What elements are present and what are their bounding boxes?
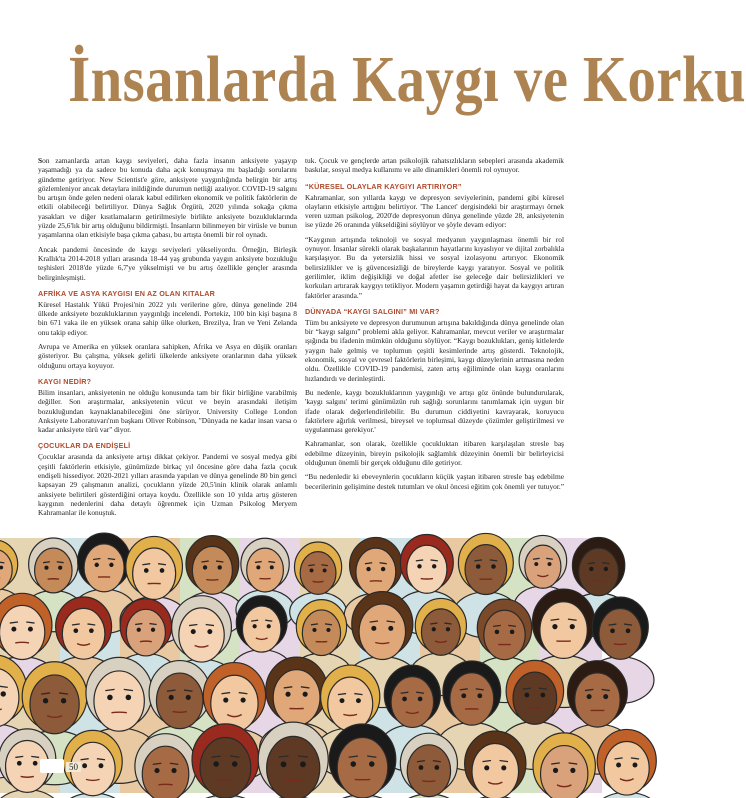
- eye-icon: [270, 565, 274, 569]
- face: [484, 610, 525, 659]
- face: [337, 738, 388, 798]
- eye-icon: [461, 693, 466, 698]
- face: [84, 544, 124, 592]
- eye-icon: [144, 568, 149, 573]
- eye-icon: [126, 695, 132, 701]
- face: [242, 606, 281, 652]
- eye-icon: [477, 693, 482, 698]
- eye-icon: [312, 628, 316, 632]
- eye-icon: [300, 761, 306, 767]
- eye-icon: [310, 568, 314, 572]
- eye-icon: [44, 566, 48, 570]
- eye-icon: [95, 563, 99, 567]
- mouth: [15, 642, 29, 643]
- paragraph: Kahramanlar, son yıllarda kaygı ve depresyon seviyelerinin, pandemi gibi küresel olayların etkisiyle arttığını belirtiyor. 'The Lancet' dergisindeki bir araştırmayı örnek veren uzman psikolog, 2020'de depresyonun dünya genelinde yüzde 28, anksiyetenin ise yüzde 26 oranında yükseldiğini söylüyor ve şöyle devam ediyor:: [305, 193, 564, 230]
- eye-icon: [484, 765, 489, 770]
- face: [273, 670, 320, 726]
- eye-icon: [285, 692, 290, 697]
- face: [421, 609, 460, 655]
- eye-icon: [186, 695, 191, 700]
- section-heading: AFRİKA VE ASYA KAYGISI EN AZ OLAN KITALAR: [38, 289, 297, 298]
- mouth: [140, 641, 152, 642]
- eye-icon: [82, 763, 87, 768]
- eye-icon: [160, 568, 165, 573]
- brow: [57, 562, 64, 563]
- face: [579, 548, 619, 596]
- face: [407, 545, 447, 593]
- eye-icon: [89, 628, 94, 633]
- eye-icon: [603, 694, 608, 699]
- paragraph: Avrupa ve Amerika en yüksek oranlara sahipken, Afrika ve Asya en düşük oranları gösteriyor. Bu çalışma, yüksek gelirli ülkelerde anksiyete oranlarının daha yüksek olduğunu ortaya koyuyor.: [38, 342, 297, 370]
- eye-icon: [303, 692, 308, 697]
- eye-icon: [73, 628, 78, 633]
- eye-icon: [61, 698, 66, 703]
- face: [0, 605, 45, 659]
- face: [211, 675, 258, 732]
- face: [247, 548, 284, 592]
- eye-icon: [281, 761, 287, 767]
- eye-icon: [495, 630, 500, 635]
- paragraph: Son zamanlarda artan kaygı seviyeleri, daha fazla insanın anksiyete yaşayıp yaşamadığı ya da sadece bu konuda daha açık konuşmaya mı başladığı sorularını gündeme getiriyor. New Scientist'e göre, anksiyete yaygınlığında belirgin bir artış gözlemleniyor ancak detaylara inildiğinde durumun netliği azalıyor. COVID-19 salgını bu artışın önde gelen nedeni olarak kabul edilirken ekonomik ve politik faktörlerin de etkili olabileceği belirtiliyor. Dünya Sağlık Örgütü, 2020 yılında sokağa çıkma yasakları ve diğer kısıtlamaların getirilmesiyle birlikte anksiyete bozukluklarında yüzde 25,6'lık bir artış olduğunu bildirmişti. İnsanların bilinmeyen bir virüsle ve bunun yaşamlarına olan etkisiyle başa çıkma çabası, bu artışta önemli bir rol oynadı.: [38, 156, 297, 240]
- eye-icon: [604, 567, 608, 571]
- mouth: [173, 712, 187, 713]
- face: [359, 604, 405, 659]
- face: [356, 548, 396, 596]
- mouth: [111, 712, 126, 713]
- brow: [321, 565, 328, 566]
- eye-icon: [58, 566, 62, 570]
- eye-icon: [446, 627, 450, 631]
- mouth: [528, 708, 541, 709]
- face: [30, 675, 79, 734]
- face: [525, 545, 561, 588]
- eye-icon: [253, 624, 257, 628]
- eye-icon: [540, 693, 545, 698]
- paragraph: Küresel Hastalık Yükü Projesi'nin 2022 yılı verilerine göre, dünya genelinde 204 ülkede anksiyete bozukluklarının yaygınlığı incelendi. Portekiz, 100 bin kişi başına 8 bin 671 vaka ile en yüksek orana sahip ülke olurken, Brezilya, İran ve Yeni Zelanda onu takip ediyor.: [38, 300, 297, 337]
- face: [604, 741, 649, 795]
- paragraph: “Kaygının artışında teknoloji ve sosyal medyanın yaygınlaşması önemli bir rol oynuyor. İnsanlar sürekli olarak başkalarının hayatlarını kıyaslıyor ve dijital zorbalıkla karşılaşıyor. Bu da yetersizlik hissi ve sosyal izolasyonu artırıyor. Ekonomik belirsizlikler ve iş güvencesizliği de bireylerde kaygı yaratıyor. Sosyal ve politik gerilimler, iklim değişikliği ve doğal afetler ise geleceğe dair belirsizlikleri ve korkuları artırarak kaygıyı tetikliyor. Modern yaşamın getirdiği hayat da kaygıyı artıran faktörler arasında.”: [305, 235, 564, 300]
- eye-icon: [402, 697, 407, 702]
- eye-icon: [323, 568, 327, 572]
- eye-icon: [351, 761, 357, 767]
- eye-icon: [388, 626, 393, 631]
- eye-icon: [491, 564, 496, 569]
- brow: [308, 565, 315, 566]
- eye-icon: [169, 695, 174, 700]
- brow: [533, 558, 540, 559]
- face: [328, 677, 373, 731]
- eye-icon: [218, 565, 222, 569]
- face: [391, 677, 434, 728]
- eye-icon: [501, 765, 506, 770]
- eye-icon: [417, 564, 421, 568]
- eye-icon: [11, 627, 16, 632]
- eye-icon: [476, 564, 481, 569]
- paragraph: Bilim insanları, anksiyetenin ne olduğu konusunda tam bir fikir birliğine varabilmiş değiller. Son araştırmalar, anksiyetenin vücut ve beyin arasındaki iletişim bozukluğundan kaynaklanabileceğini öne sürüyor. University College London Anksiyete Laboratuvarı'nın başkanı Oliver Robinson, "Dünyada ne kadar insan varsa o kadar anksiyete türü var" diyor.: [38, 388, 297, 434]
- crowd-illustration: [0, 538, 600, 793]
- eye-icon: [570, 624, 575, 629]
- paragraph: Çocuklar arasında da anksiyete artışı dikkat çekiyor. Pandemi ve sosyal medya gibi çeşitli faktörlerin etkisiyle, günümüzde birkaç yıl öncesine göre daha fazla çocuk endişeli hissediyor. 2020-2021 yılları arasında yapılan ve dünya genelinde 80 bin genci kapsayan 29 çalışmanın analizi, çocukların yüzde 20,5'inin klinik olarak anlamlı anksiyete belirtileri gösterdiğini ortaya koydu. Özellikle son 10 yılda artış gösteren kaygının nedenlerini daha detaylı öğrenmek için Uzman Psikolog Meryem Kahramanlar ile konuştuk.: [38, 452, 297, 517]
- crowd-faces-drawing: [0, 538, 600, 793]
- eye-icon: [43, 698, 48, 703]
- eye-icon: [154, 768, 159, 773]
- eye-icon: [570, 768, 575, 773]
- face: [200, 737, 251, 798]
- eye-icon: [366, 567, 370, 571]
- eye-icon: [510, 630, 515, 635]
- eye-icon: [633, 763, 638, 768]
- paragraph: “Bu nedenledir ki ebeveynlerin çocukların küçük yaştan itibaren stresle baş edebilme becerilerinin gelişimine destek tutumları ve okul öncesi eğitim çok önemli yer tutuyor.”: [305, 472, 564, 491]
- section-heading: KAYGI NEDİR?: [38, 377, 297, 386]
- eye-icon: [107, 695, 113, 701]
- face: [133, 548, 176, 599]
- mouth: [21, 776, 34, 777]
- mouth: [614, 644, 627, 645]
- face: [142, 746, 189, 798]
- eye-icon: [616, 763, 621, 768]
- eye-icon: [256, 565, 260, 569]
- face: [599, 609, 642, 660]
- paragraph: tuk. Çocuk ve gençlerde artan psikolojik rahatsızlıkların sebepleri arasında akademik baskılar, sosyal medya kullanımı ve aile dinamikleri önemli rol oynuyor.: [305, 156, 564, 175]
- eye-icon: [171, 768, 176, 773]
- article-column-left: [38, 156, 297, 542]
- face: [540, 602, 587, 659]
- face: [407, 745, 450, 797]
- eye-icon: [589, 567, 593, 571]
- brow: [255, 562, 262, 563]
- face: [300, 552, 336, 595]
- brow: [311, 624, 318, 625]
- face: [94, 671, 144, 731]
- eye-icon: [203, 565, 207, 569]
- face: [465, 545, 507, 595]
- eye-icon: [553, 768, 558, 773]
- paragraph: Bu nedenle, kaygı bozukluklarının yaygınlığı ve artışı göz önünde bulundurularak, 'kaygı salgını' terimi günümüzün ruh sağlığı sorunlarını tanımlamak için uygun bir ifade olarak değerlendirilebilir. Bu durumun ciddiyetini kavrayarak, koruyucu faktörlere ağırlık verilmesi, bireysel ve toplumsal düzeyde çözümler geliştirilmesi ve uygulanması gerekiyor.': [305, 388, 564, 434]
- eye-icon: [626, 628, 631, 633]
- eye-icon: [340, 698, 345, 703]
- eye-icon: [432, 564, 436, 568]
- eye-icon: [418, 697, 423, 702]
- eye-icon: [232, 761, 238, 767]
- article-column-right: [305, 156, 564, 544]
- paragraph: Tüm bu anksiyete ve depresyon durumunun artışına bakıldığında dünya genelinde olan bir “kaygı salgını” problemi akla geliyor. Kahramanlar, mevcut veriler ve araştırmalar ışığında bu ifadenin mümkün olduğunu söylüyor. “Kaygı bozuklukları, geniş kitlelerde yaygın hale gelmiş ve toplumun çeşitli kesimlerinde artış gösterdi. Teknolojik, ekonomik, sosyal ve çevresel faktörlerin birleşimi, kaygı düzeylerinin artmasına neden oldu. Özellikle COVID-19 pandemisi, zaten artış eğiliminde olan kaygı oranlarını hızlandırdı ve derinleştirdi.: [305, 318, 564, 383]
- eye-icon: [17, 761, 22, 766]
- face: [450, 673, 494, 725]
- eye-icon: [191, 629, 196, 634]
- brow: [43, 562, 50, 563]
- eye-icon: [99, 763, 104, 768]
- face: [513, 672, 557, 724]
- face: [541, 746, 588, 798]
- eye-icon: [151, 628, 155, 632]
- eye-icon: [28, 627, 33, 632]
- page-number: 50: [66, 762, 81, 772]
- paragraph: Ancak pandemi öncesinde de kaygı seviyeleri yükseliyordu. Örneğin, Birleşik Krallık'ta 2014-2018 yılları arasında 18-44 yaş grubunda yaygın anksiyete bozukluğu teşhisleri 2018'de yüzde 6,7'ye yükselmişti ve bu artış özellikle gençler arasında belirginleşmişti.: [38, 245, 297, 282]
- eye-icon: [213, 761, 219, 767]
- eye-icon: [356, 698, 361, 703]
- mouth: [422, 781, 435, 782]
- brow: [325, 624, 332, 625]
- face: [126, 609, 165, 656]
- eye-icon: [381, 567, 385, 571]
- mouth: [313, 581, 324, 582]
- eye-icon: [534, 562, 538, 566]
- brow: [0, 562, 4, 563]
- face: [267, 736, 320, 798]
- eye-icon: [326, 628, 330, 632]
- eye-icon: [207, 629, 212, 634]
- eye-icon: [109, 563, 113, 567]
- eye-icon: [267, 624, 271, 628]
- magazine-logo-icon: [40, 759, 64, 773]
- section-heading: DÜNYADA “KAYGI SALGINI” MI VAR?: [305, 307, 564, 316]
- eye-icon: [369, 761, 375, 767]
- eye-icon: [552, 624, 557, 629]
- eye-icon: [240, 697, 245, 702]
- face: [302, 610, 340, 656]
- eye-icon: [33, 761, 38, 766]
- brow: [546, 558, 553, 559]
- face: [192, 546, 232, 594]
- face: [472, 743, 519, 798]
- eye-icon: [524, 693, 529, 698]
- eye-icon: [223, 697, 228, 702]
- face: [179, 608, 224, 662]
- eye-icon: [371, 626, 376, 631]
- eye-icon: [1, 691, 6, 696]
- eye-icon: [587, 694, 592, 699]
- eye-icon: [610, 628, 615, 633]
- face: [575, 673, 620, 727]
- page-title: İnsanlarda Kaygı ve Korku: [68, 40, 537, 120]
- section-heading: “KÜRESEL OLAYLAR KAYGIYI ARTIRIYOR”: [305, 182, 564, 191]
- eye-icon: [434, 765, 439, 770]
- eye-icon: [419, 765, 424, 770]
- brow: [268, 562, 275, 563]
- eye-icon: [548, 562, 552, 566]
- face: [156, 673, 203, 729]
- eye-icon: [432, 627, 436, 631]
- face: [62, 608, 105, 659]
- section-heading: ÇOCUKLAR DA ENDİŞELİ: [38, 441, 297, 450]
- eye-icon: [137, 628, 141, 632]
- paragraph: Kahramanlar, son olarak, özellikle çocukluktan itibaren karşılaşılan stresle baş edebilme düzeyinin, bireyin psikolojik sağlamlık düzeyinin önemli bir belirleyicisi olduğunun önemli bir gerçek olduğunu dile getiriyor.: [305, 439, 564, 467]
- face: [35, 548, 72, 593]
